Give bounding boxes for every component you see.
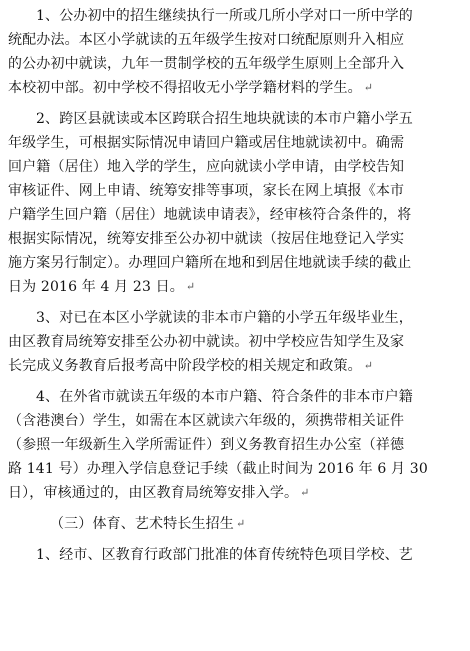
paragraph-4	[8, 385, 462, 505]
text-line: 4、在外省市就读五年级的本市户籍、符合条件的非本市户籍	[36, 389, 413, 405]
text-line: 施方案另行制定）。办理回户籍所在地和到居住地就读手续的截止	[8, 255, 412, 271]
text-line-content: 日为 2016 年 4 月 23 日。	[8, 279, 184, 295]
text-line: 3、对已在本区小学就读的非本市户籍的小学五年级毕业生，	[36, 310, 413, 326]
paragraph-1	[8, 4, 462, 100]
text-line: 1、经市、区教育行政部门批准的体育传统特色项目学校、艺	[36, 547, 413, 563]
paragraph-mark-icon: ↵	[363, 359, 374, 372]
text-line: 统配办法。本区小学就读的五年级学生按对口统配原则升入相应	[8, 32, 405, 48]
text-line: 回户籍（居住）地入学的学生，应向就读小学申请，由学校告知	[8, 159, 405, 175]
text-line: 路 141 号）办理入学信息登记手续（截止时间为 2016 年 6 月 30	[8, 461, 428, 477]
text-line-last	[8, 76, 462, 100]
paragraph-mark-icon: ↵	[363, 81, 374, 94]
section-heading	[8, 512, 462, 536]
text-line: 根据实际情况，统筹安排至公办初中就读（按居住地登记入学实	[8, 231, 405, 247]
text-line: 2、跨区县就读或本区跨联合招生地块就读的本市户籍小学五	[36, 111, 413, 127]
paragraph-2	[8, 107, 462, 299]
paragraph-mark-icon: ↵	[235, 517, 246, 530]
paragraph-mark-icon: ↵	[185, 280, 196, 293]
section-heading-block	[8, 512, 462, 536]
text-line: （含港澳台）学生，如需在本区就读六年级的，须携带相关证件	[8, 413, 405, 429]
text-line: （参照一年级新生入学所需证件）到义务教育招生办公室（祥德	[8, 437, 405, 453]
text-line: 户籍学生回户籍（居住）地就读申请表》，经审核符合条件的，将	[8, 207, 412, 223]
paragraph-mark-icon: ↵	[300, 486, 310, 499]
text-line: 审核证件、网上申请、统筹安排等事项，家长在网上填报《本市	[8, 183, 405, 199]
section-heading-text: （三）体育、艺术特长生招生	[50, 516, 234, 532]
paragraph-5	[8, 543, 462, 567]
paragraph-3	[8, 306, 462, 378]
text-line: 的公办初中就读，九年一贯制学校的五年级学生原则上全部升入	[8, 56, 405, 72]
text-line-content: 本校初中部。初中学校不得招收无小学学籍材料的学生。	[8, 80, 362, 96]
text-line-content: 日），审核通过的，由区教育局统筹安排入学。	[8, 485, 299, 501]
text-line-last	[8, 354, 462, 378]
text-line: 1、公办初中的招生继续执行一所或几所小学对口一所中学的	[36, 8, 413, 24]
text-line-content: 长完成义务教育后报考高中阶段学校的相关规定和政策。	[8, 358, 362, 374]
text-line: 年级学生，可根据实际情况申请回户籍或居住地就读初中。确需	[8, 135, 405, 151]
text-line-last	[8, 275, 462, 299]
text-line: 由区教育局统筹安排至公办初中就读。初中学校应告知学生及家	[8, 334, 405, 350]
text-line-last	[8, 481, 462, 505]
